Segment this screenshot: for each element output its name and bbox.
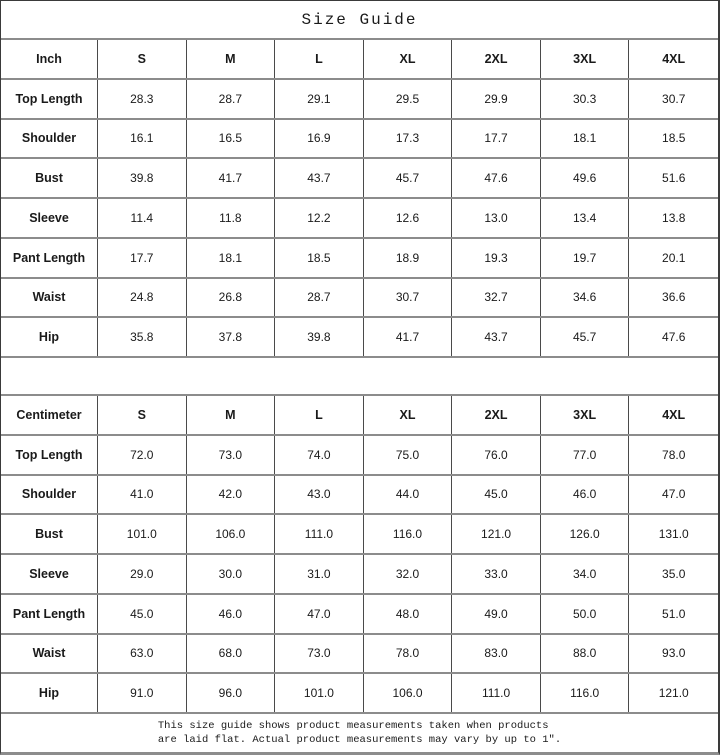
value-cell: 93.0 <box>662 646 686 661</box>
size-header-cell: 2XL <box>452 396 541 434</box>
value-cell: 41.7 <box>364 318 453 356</box>
unit-header-cell: Centimeter <box>1 396 98 434</box>
value-cell: 39.8 <box>98 159 187 197</box>
value-cell: 77.0 <box>541 436 630 474</box>
value-cell: 45.7 <box>541 318 630 356</box>
value-cell: 30.7 <box>662 91 686 106</box>
size-header-cell: XL <box>364 396 453 434</box>
row-label-cell: Waist <box>1 635 98 673</box>
row-label-cell: Bust <box>1 515 98 553</box>
value-cell: 111.0 <box>275 515 364 553</box>
size-header-cell: M <box>187 396 276 434</box>
table-row <box>1 279 718 319</box>
table-row <box>1 555 718 595</box>
table-row <box>1 595 718 635</box>
row-label-cell: Sleeve <box>1 199 98 237</box>
row-label-cell: Bust <box>1 159 98 197</box>
footer-text <box>158 719 561 747</box>
row-label-cell: Hip <box>1 674 98 712</box>
value-cell: 106.0 <box>187 515 276 553</box>
value-cell: 11.8 <box>187 199 276 237</box>
value-cell: 44.0 <box>364 476 453 514</box>
row-label-cell: Pant Length <box>1 595 98 633</box>
unit-header-cell: Inch <box>1 40 98 78</box>
table-row <box>1 635 718 675</box>
table-row <box>1 318 718 358</box>
value-cell: 20.1 <box>662 250 686 265</box>
value-cell: 101.0 <box>98 515 187 553</box>
table-row <box>1 120 718 160</box>
value-cell: 30.3 <box>541 80 630 118</box>
value-cell: 32.0 <box>364 555 453 593</box>
value-cell: 68.0 <box>187 635 276 673</box>
size-header-cell: 4XL <box>662 51 686 66</box>
centimeter-table <box>1 396 718 714</box>
value-cell: 41.7 <box>187 159 276 197</box>
value-cell: 13.0 <box>452 199 541 237</box>
value-cell: 11.4 <box>98 199 187 237</box>
value-cell: 45.7 <box>364 159 453 197</box>
value-cell: 13.8 <box>662 210 686 225</box>
value-cell: 35.8 <box>98 318 187 356</box>
row-label-cell: Sleeve <box>1 555 98 593</box>
value-cell: 83.0 <box>452 635 541 673</box>
value-cell: 35.0 <box>662 566 686 581</box>
value-cell: 13.4 <box>541 199 630 237</box>
value-cell: 88.0 <box>541 635 630 673</box>
value-cell: 106.0 <box>364 674 453 712</box>
size-header-cell: XL <box>364 40 453 78</box>
value-cell: 41.0 <box>98 476 187 514</box>
table-gap <box>1 358 718 396</box>
value-cell: 12.2 <box>275 199 364 237</box>
row-label-cell: Top Length <box>1 436 98 474</box>
table-row <box>1 515 718 555</box>
inch-table <box>1 40 718 358</box>
value-cell: 47.0 <box>275 595 364 633</box>
value-cell: 47.6 <box>452 159 541 197</box>
value-cell: 37.8 <box>187 318 276 356</box>
value-cell: 42.0 <box>187 476 276 514</box>
value-cell: 49.0 <box>452 595 541 633</box>
row-label-cell: Top Length <box>1 80 98 118</box>
size-header-cell: L <box>275 396 364 434</box>
value-cell: 91.0 <box>98 674 187 712</box>
value-cell: 16.9 <box>275 120 364 158</box>
value-cell: 45.0 <box>452 476 541 514</box>
value-cell: 116.0 <box>541 674 630 712</box>
value-cell: 33.0 <box>452 555 541 593</box>
row-label-cell: Hip <box>1 318 98 356</box>
value-cell: 78.0 <box>364 635 453 673</box>
size-header-cell: 4XL <box>662 407 686 422</box>
value-cell: 18.9 <box>364 239 453 277</box>
value-cell: 28.3 <box>98 80 187 118</box>
value-cell: 26.8 <box>187 279 276 317</box>
value-cell: 121.0 <box>452 515 541 553</box>
value-cell: 30.7 <box>364 279 453 317</box>
value-cell: 46.0 <box>541 476 630 514</box>
value-cell: 28.7 <box>275 279 364 317</box>
footer-note <box>1 714 718 752</box>
value-cell: 34.0 <box>541 555 630 593</box>
value-cell: 43.7 <box>275 159 364 197</box>
value-cell: 49.6 <box>541 159 630 197</box>
value-cell: 111.0 <box>452 674 541 712</box>
value-cell: 32.7 <box>452 279 541 317</box>
value-cell: 45.0 <box>98 595 187 633</box>
value-cell: 30.0 <box>187 555 276 593</box>
value-cell: 31.0 <box>275 555 364 593</box>
value-cell: 18.1 <box>187 239 276 277</box>
value-cell: 29.9 <box>452 80 541 118</box>
value-cell: 16.5 <box>187 120 276 158</box>
table-row <box>1 476 718 516</box>
value-cell: 73.0 <box>187 436 276 474</box>
table-row <box>1 436 718 476</box>
value-cell: 29.5 <box>364 80 453 118</box>
value-cell: 131.0 <box>658 527 689 542</box>
value-cell: 51.0 <box>662 606 686 621</box>
value-cell: 72.0 <box>98 436 187 474</box>
table-row <box>1 80 718 120</box>
page-title: Size Guide <box>1 1 718 40</box>
footer-line-2: are laid flat. Actual product measurements may vary by up to 1″. <box>157 734 562 746</box>
value-cell: 19.7 <box>541 239 630 277</box>
size-header-cell: 2XL <box>452 40 541 78</box>
value-cell: 17.3 <box>364 120 453 158</box>
size-header-cell: 3XL <box>541 396 630 434</box>
table-row <box>1 239 718 279</box>
value-cell: 18.5 <box>662 131 686 146</box>
table-row <box>1 159 718 199</box>
value-cell: 116.0 <box>364 515 453 553</box>
value-cell: 43.0 <box>275 476 364 514</box>
value-cell: 29.0 <box>98 555 187 593</box>
value-cell: 73.0 <box>275 635 364 673</box>
value-cell: 50.0 <box>541 595 630 633</box>
value-cell: 76.0 <box>452 436 541 474</box>
value-cell: 28.7 <box>187 80 276 118</box>
value-cell: 121.0 <box>658 686 689 701</box>
row-label-cell: Pant Length <box>1 239 98 277</box>
row-label-cell: Waist <box>1 279 98 317</box>
value-cell: 34.6 <box>541 279 630 317</box>
table-row <box>1 199 718 239</box>
value-cell: 16.1 <box>98 120 187 158</box>
value-cell: 18.1 <box>541 120 630 158</box>
value-cell: 46.0 <box>187 595 276 633</box>
header-row <box>1 40 718 80</box>
row-label-cell: Shoulder <box>1 120 98 158</box>
value-cell: 24.8 <box>98 279 187 317</box>
value-cell: 126.0 <box>541 515 630 553</box>
value-cell: 19.3 <box>452 239 541 277</box>
value-cell: 12.6 <box>364 199 453 237</box>
value-cell: 18.5 <box>275 239 364 277</box>
size-header-cell: S <box>98 396 187 434</box>
value-cell: 51.6 <box>662 171 686 186</box>
value-cell: 74.0 <box>275 436 364 474</box>
size-header-cell: L <box>275 40 364 78</box>
size-header-cell: S <box>98 40 187 78</box>
footer-line-1: This size guide shows product measurements taken when products <box>157 720 549 732</box>
value-cell: 29.1 <box>275 80 364 118</box>
value-cell: 96.0 <box>187 674 276 712</box>
value-cell: 17.7 <box>452 120 541 158</box>
value-cell: 39.8 <box>275 318 364 356</box>
value-cell: 47.0 <box>662 487 686 502</box>
tables-container <box>1 40 718 714</box>
value-cell: 43.7 <box>452 318 541 356</box>
value-cell: 17.7 <box>98 239 187 277</box>
size-header-cell: 3XL <box>541 40 630 78</box>
value-cell: 63.0 <box>98 635 187 673</box>
value-cell: 48.0 <box>364 595 453 633</box>
size-header-cell: M <box>187 40 276 78</box>
value-cell: 47.6 <box>662 330 686 345</box>
row-label-cell: Shoulder <box>1 476 98 514</box>
value-cell: 36.6 <box>662 290 686 305</box>
value-cell: 75.0 <box>364 436 453 474</box>
value-cell: 78.0 <box>662 447 686 462</box>
header-row <box>1 396 718 436</box>
table-row <box>1 674 718 714</box>
value-cell: 101.0 <box>275 674 364 712</box>
